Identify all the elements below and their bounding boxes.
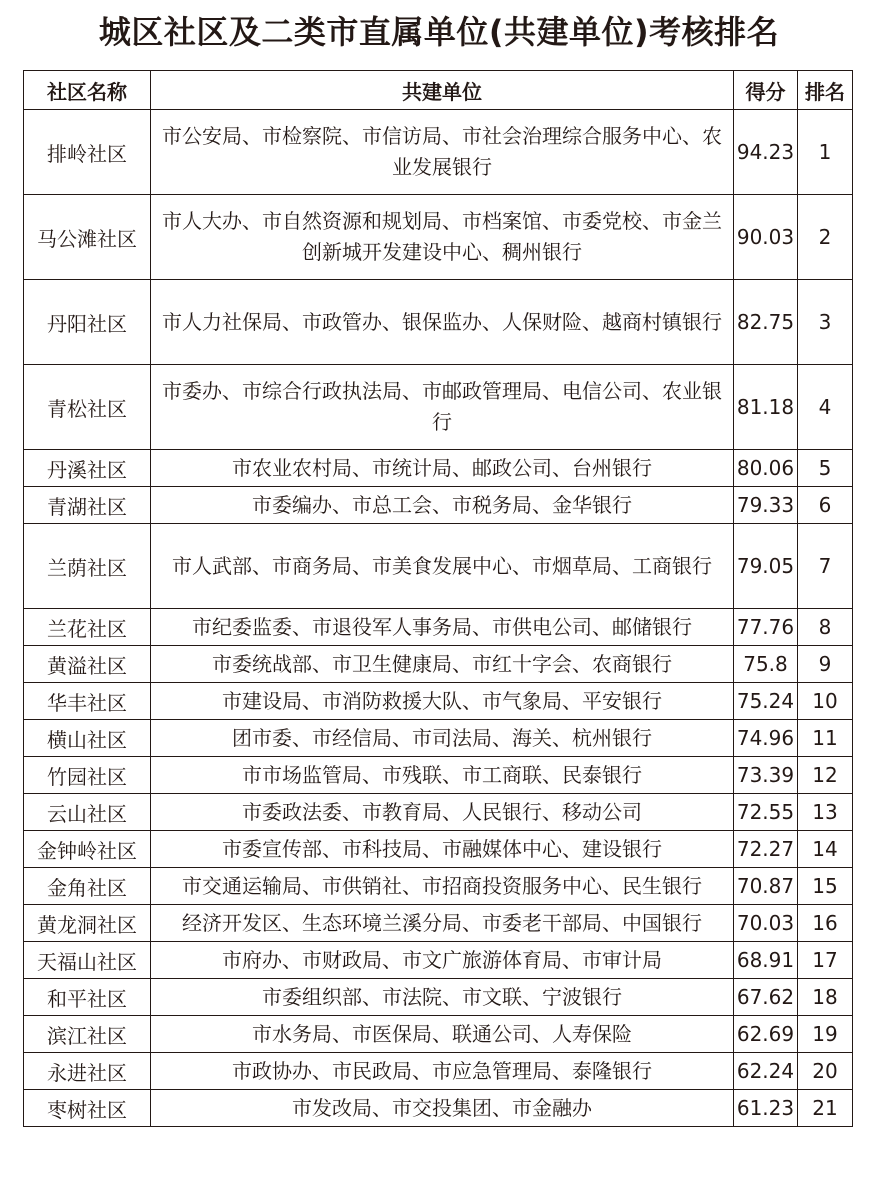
rank-number: 9 [798,646,853,683]
table-row [24,524,853,609]
table-row [24,868,853,905]
table-row [24,942,853,979]
community-name: 横山社区 [24,720,151,757]
rank-number: 12 [798,757,853,794]
partner-units: 市市场监管局、市残联、市工商联、民泰银行 [151,757,734,794]
community-name: 排岭社区 [24,110,151,195]
table-row [24,646,853,683]
community-name: 华丰社区 [24,683,151,720]
table-row [24,110,853,195]
rank-number: 10 [798,683,853,720]
score: 70.03 [734,905,798,942]
partner-units: 市人大办、市自然资源和规划局、市档案馆、市委党校、市金兰创新城开发建设中心、稠州银行 [151,195,734,280]
score: 79.05 [734,524,798,609]
table-row [24,1090,853,1127]
community-name: 丹阳社区 [24,280,151,365]
table-row [24,450,853,487]
score: 62.69 [734,1016,798,1053]
rank-number: 7 [798,524,853,609]
score: 70.87 [734,868,798,905]
score: 72.27 [734,831,798,868]
partner-units: 市政协办、市民政局、市应急管理局、泰隆银行 [151,1053,734,1090]
community-name: 黄溢社区 [24,646,151,683]
page-title: 城区社区及二类市直属单位(共建单位)考核排名 [98,13,780,51]
score: 73.39 [734,757,798,794]
table-row [24,365,853,450]
score: 79.33 [734,487,798,524]
table-row [24,757,853,794]
rank-number: 5 [798,450,853,487]
community-name: 滨江社区 [24,1016,151,1053]
score: 77.76 [734,609,798,646]
community-name: 金钟岭社区 [24,831,151,868]
community-name: 永进社区 [24,1053,151,1090]
score: 82.75 [734,280,798,365]
rank-number: 19 [798,1016,853,1053]
partner-units: 市委办、市综合行政执法局、市邮政管理局、电信公司、农业银行 [151,365,734,450]
community-name: 丹溪社区 [24,450,151,487]
rank-number: 2 [798,195,853,280]
partner-units: 市人力社保局、市政管办、银保监办、人保财险、越商村镇银行 [151,280,734,365]
rank-number: 20 [798,1053,853,1090]
table-row [24,720,853,757]
rank-number: 3 [798,280,853,365]
rank-number: 1 [798,110,853,195]
table-row [24,979,853,1016]
partner-units: 市水务局、市医保局、联通公司、人寿保险 [151,1016,734,1053]
community-name: 天福山社区 [24,942,151,979]
table-row [24,280,853,365]
score: 80.06 [734,450,798,487]
rank-number: 4 [798,365,853,450]
rank-number: 15 [798,868,853,905]
table-row [24,683,853,720]
rank-number: 18 [798,979,853,1016]
table-row [24,905,853,942]
score: 75.8 [734,646,798,683]
partner-units: 市委宣传部、市科技局、市融媒体中心、建设银行 [151,831,734,868]
community-name: 青湖社区 [24,487,151,524]
partner-units: 市建设局、市消防救援大队、市气象局、平安银行 [151,683,734,720]
partner-units: 团市委、市经信局、市司法局、海关、杭州银行 [151,720,734,757]
rank-number: 13 [798,794,853,831]
partner-units: 市委统战部、市卫生健康局、市红十字会、农商银行 [151,646,734,683]
rank-number: 14 [798,831,853,868]
score: 75.24 [734,683,798,720]
rank-number: 16 [798,905,853,942]
partner-units: 市人武部、市商务局、市美食发展中心、市烟草局、工商银行 [151,524,734,609]
community-name: 青松社区 [24,365,151,450]
header-community-name: 社区名称 [24,71,151,110]
table-row [24,609,853,646]
community-name: 兰荫社区 [24,524,151,609]
rank-number: 11 [798,720,853,757]
partner-units: 市发改局、市交投集团、市金融办 [151,1090,734,1127]
table-row [24,487,853,524]
table-header-row [24,71,853,110]
rank-number: 6 [798,487,853,524]
partner-units: 市委编办、市总工会、市税务局、金华银行 [151,487,734,524]
community-name: 黄龙洞社区 [24,905,151,942]
table-row [24,794,853,831]
score: 67.62 [734,979,798,1016]
partner-units: 市农业农村局、市统计局、邮政公司、台州银行 [151,450,734,487]
community-name: 枣树社区 [24,1090,151,1127]
community-name: 和平社区 [24,979,151,1016]
rank-number: 17 [798,942,853,979]
table-row [24,195,853,280]
community-name: 竹园社区 [24,757,151,794]
ranking-table [23,70,853,1127]
table-row [24,1053,853,1090]
community-name: 兰花社区 [24,609,151,646]
rank-number: 21 [798,1090,853,1127]
partner-units: 市府办、市财政局、市文广旅游体育局、市审计局 [151,942,734,979]
score: 68.91 [734,942,798,979]
partner-units: 市公安局、市检察院、市信访局、市社会治理综合服务中心、农业发展银行 [151,110,734,195]
community-name: 金角社区 [24,868,151,905]
table-row [24,831,853,868]
header-score: 得分 [734,71,798,110]
community-name: 云山社区 [24,794,151,831]
score: 81.18 [734,365,798,450]
partner-units: 市委组织部、市法院、市文联、宁波银行 [151,979,734,1016]
score: 94.23 [734,110,798,195]
community-name: 马公滩社区 [24,195,151,280]
score: 61.23 [734,1090,798,1127]
score: 74.96 [734,720,798,757]
partner-units: 市委政法委、市教育局、人民银行、移动公司 [151,794,734,831]
rank-number: 8 [798,609,853,646]
partner-units: 经济开发区、生态环境兰溪分局、市委老干部局、中国银行 [151,905,734,942]
score: 90.03 [734,195,798,280]
score: 62.24 [734,1053,798,1090]
table-row [24,1016,853,1053]
score: 72.55 [734,794,798,831]
header-rank: 排名 [798,71,853,110]
header-partner-units: 共建单位 [151,71,734,110]
partner-units: 市交通运输局、市供销社、市招商投资服务中心、民生银行 [151,868,734,905]
partner-units: 市纪委监委、市退役军人事务局、市供电公司、邮储银行 [151,609,734,646]
